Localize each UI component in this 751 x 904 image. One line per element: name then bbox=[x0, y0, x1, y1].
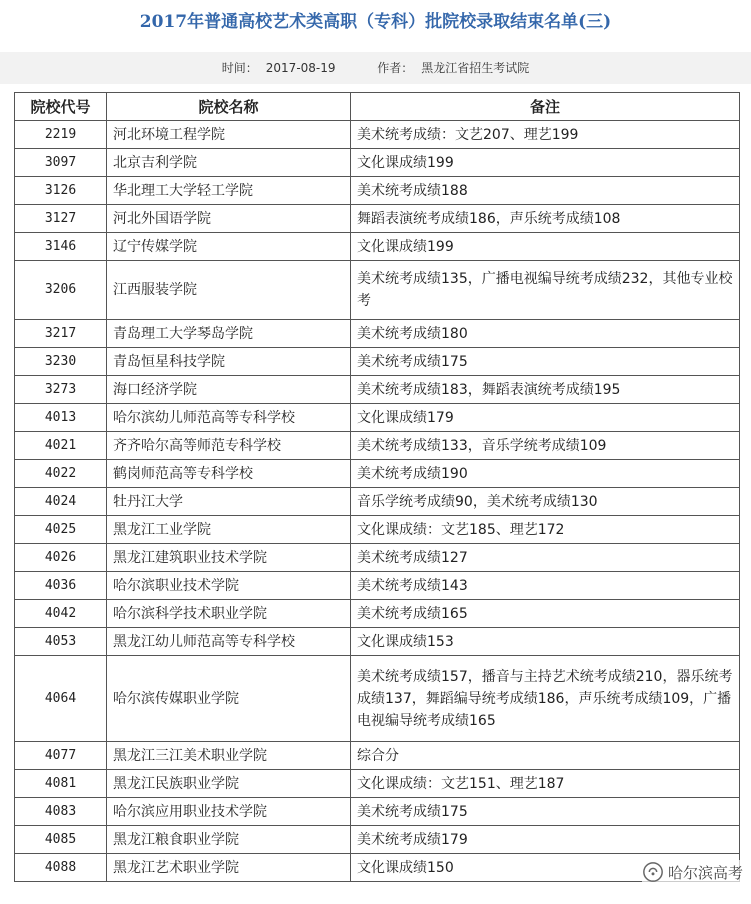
school-name-cell: 河北环境工程学院 bbox=[107, 121, 351, 149]
school-name-cell: 齐齐哈尔高等师范专科学校 bbox=[107, 432, 351, 460]
remark-cell: 文化课成绩150 bbox=[351, 854, 740, 882]
page-title: 2017年普通高校艺术类高职（专科）批院校录取结束名单(三) bbox=[139, 12, 612, 32]
school-name-cell: 鹤岗师范高等专科学校 bbox=[107, 460, 351, 488]
table-row bbox=[15, 742, 740, 770]
article-meta bbox=[0, 52, 751, 84]
school-name-cell: 黑龙江艺术职业学院 bbox=[107, 854, 351, 882]
school-name-cell: 哈尔滨应用职业技术学院 bbox=[107, 798, 351, 826]
school-code-cell: 4042 bbox=[15, 600, 107, 628]
admission-table bbox=[14, 92, 740, 882]
school-name-cell: 华北理工大学轻工学院 bbox=[107, 177, 351, 205]
wechat-official-account-icon bbox=[642, 861, 664, 883]
school-code-cell: 4064 bbox=[15, 656, 107, 742]
table-row bbox=[15, 770, 740, 798]
watermark bbox=[642, 860, 743, 884]
header-school-name: 院校名称 bbox=[107, 93, 351, 121]
table-row bbox=[15, 348, 740, 376]
remark-cell: 美术统考成绩143 bbox=[351, 572, 740, 600]
school-name-cell: 黑龙江粮食职业学院 bbox=[107, 826, 351, 854]
school-name-cell: 青岛理工大学琴岛学院 bbox=[107, 320, 351, 348]
school-code-cell: 3273 bbox=[15, 376, 107, 404]
school-code-cell: 4026 bbox=[15, 544, 107, 572]
remark-cell: 美术统考成绩179 bbox=[351, 826, 740, 854]
remark-cell: 美术统考成绩133，音乐学统考成绩109 bbox=[351, 432, 740, 460]
table-header-row bbox=[15, 93, 740, 121]
remark-cell: 音乐学统考成绩90，美术统考成绩130 bbox=[351, 488, 740, 516]
time-label: 时间： bbox=[221, 61, 258, 75]
table-row bbox=[15, 460, 740, 488]
remark-cell: 美术统考成绩188 bbox=[351, 177, 740, 205]
school-code-cell: 3217 bbox=[15, 320, 107, 348]
author-label: 作者： bbox=[377, 61, 414, 75]
school-name-cell: 牡丹江大学 bbox=[107, 488, 351, 516]
school-name-cell: 哈尔滨科学技术职业学院 bbox=[107, 600, 351, 628]
table-row bbox=[15, 121, 740, 149]
school-code-cell: 3097 bbox=[15, 149, 107, 177]
table-row bbox=[15, 656, 740, 742]
school-code-cell: 3127 bbox=[15, 205, 107, 233]
table-row bbox=[15, 628, 740, 656]
school-name-cell: 哈尔滨职业技术学院 bbox=[107, 572, 351, 600]
school-code-cell: 4022 bbox=[15, 460, 107, 488]
school-code-cell: 4021 bbox=[15, 432, 107, 460]
school-name-cell: 河北外国语学院 bbox=[107, 205, 351, 233]
remark-cell: 美术统考成绩180 bbox=[351, 320, 740, 348]
school-name-cell: 北京吉利学院 bbox=[107, 149, 351, 177]
table-row bbox=[15, 376, 740, 404]
school-code-cell: 4088 bbox=[15, 854, 107, 882]
watermark-text: 哈尔滨高考 bbox=[667, 863, 743, 882]
table-row bbox=[15, 488, 740, 516]
remark-cell: 文化课成绩：文艺185、理艺172 bbox=[351, 516, 740, 544]
remark-cell: 文化课成绩153 bbox=[351, 628, 740, 656]
table-row bbox=[15, 572, 740, 600]
school-name-cell: 青岛恒星科技学院 bbox=[107, 348, 351, 376]
school-code-cell: 2219 bbox=[15, 121, 107, 149]
remark-cell: 美术统考成绩157，播音与主持艺术统考成绩210，器乐统考成绩137，舞蹈编导统考成绩186，声乐统考成绩109，广播电视编导统考成绩165 bbox=[351, 656, 740, 742]
school-code-cell: 4025 bbox=[15, 516, 107, 544]
school-code-cell: 4053 bbox=[15, 628, 107, 656]
table-row bbox=[15, 516, 740, 544]
remark-cell: 文化课成绩：文艺151、理艺187 bbox=[351, 770, 740, 798]
remark-cell: 美术统考成绩127 bbox=[351, 544, 740, 572]
school-name-cell: 黑龙江民族职业学院 bbox=[107, 770, 351, 798]
remark-cell: 美术统考成绩190 bbox=[351, 460, 740, 488]
table-row bbox=[15, 798, 740, 826]
school-code-cell: 4083 bbox=[15, 798, 107, 826]
school-code-cell: 4085 bbox=[15, 826, 107, 854]
remark-cell: 美术统考成绩135，广播电视编导统考成绩232，其他专业校考 bbox=[351, 261, 740, 320]
school-name-cell: 哈尔滨幼儿师范高等专科学校 bbox=[107, 404, 351, 432]
remark-cell: 文化课成绩199 bbox=[351, 149, 740, 177]
header-remark: 备注 bbox=[351, 93, 740, 121]
table-row bbox=[15, 544, 740, 572]
school-code-cell: 3126 bbox=[15, 177, 107, 205]
remark-cell: 美术统考成绩165 bbox=[351, 600, 740, 628]
school-name-cell: 黑龙江三江美术职业学院 bbox=[107, 742, 351, 770]
remark-cell: 美术统考成绩175 bbox=[351, 348, 740, 376]
header-school-code: 院校代号 bbox=[15, 93, 107, 121]
school-name-cell: 哈尔滨传媒职业学院 bbox=[107, 656, 351, 742]
remark-cell: 美术统考成绩175 bbox=[351, 798, 740, 826]
table-row bbox=[15, 404, 740, 432]
table-row bbox=[15, 320, 740, 348]
school-code-cell: 4077 bbox=[15, 742, 107, 770]
school-code-cell: 4013 bbox=[15, 404, 107, 432]
school-name-cell: 黑龙江建筑职业技术学院 bbox=[107, 544, 351, 572]
school-code-cell: 3146 bbox=[15, 233, 107, 261]
remark-cell: 文化课成绩199 bbox=[351, 233, 740, 261]
remark-cell: 综合分 bbox=[351, 742, 740, 770]
remark-cell: 美术统考成绩183，舞蹈表演统考成绩195 bbox=[351, 376, 740, 404]
school-code-cell: 4024 bbox=[15, 488, 107, 516]
author-value: 黑龙江省招生考试院 bbox=[421, 61, 530, 75]
school-code-cell: 4036 bbox=[15, 572, 107, 600]
table-row bbox=[15, 854, 740, 882]
school-name-cell: 辽宁传媒学院 bbox=[107, 233, 351, 261]
remark-cell: 文化课成绩179 bbox=[351, 404, 740, 432]
school-code-cell: 3206 bbox=[15, 261, 107, 320]
table-row bbox=[15, 261, 740, 320]
table-row bbox=[15, 205, 740, 233]
school-name-cell: 黑龙江幼儿师范高等专科学校 bbox=[107, 628, 351, 656]
school-code-cell: 3230 bbox=[15, 348, 107, 376]
school-name-cell: 海口经济学院 bbox=[107, 376, 351, 404]
remark-cell: 舞蹈表演统考成绩186，声乐统考成绩108 bbox=[351, 205, 740, 233]
table-row bbox=[15, 600, 740, 628]
school-name-cell: 江西服装学院 bbox=[107, 261, 351, 320]
school-code-cell: 4081 bbox=[15, 770, 107, 798]
table-row bbox=[15, 233, 740, 261]
time-value: 2017-08-19 bbox=[265, 61, 336, 75]
table-row bbox=[15, 826, 740, 854]
table-row bbox=[15, 177, 740, 205]
table-row bbox=[15, 432, 740, 460]
table-row bbox=[15, 149, 740, 177]
remark-cell: 美术统考成绩：文艺207、理艺199 bbox=[351, 121, 740, 149]
school-name-cell: 黑龙江工业学院 bbox=[107, 516, 351, 544]
